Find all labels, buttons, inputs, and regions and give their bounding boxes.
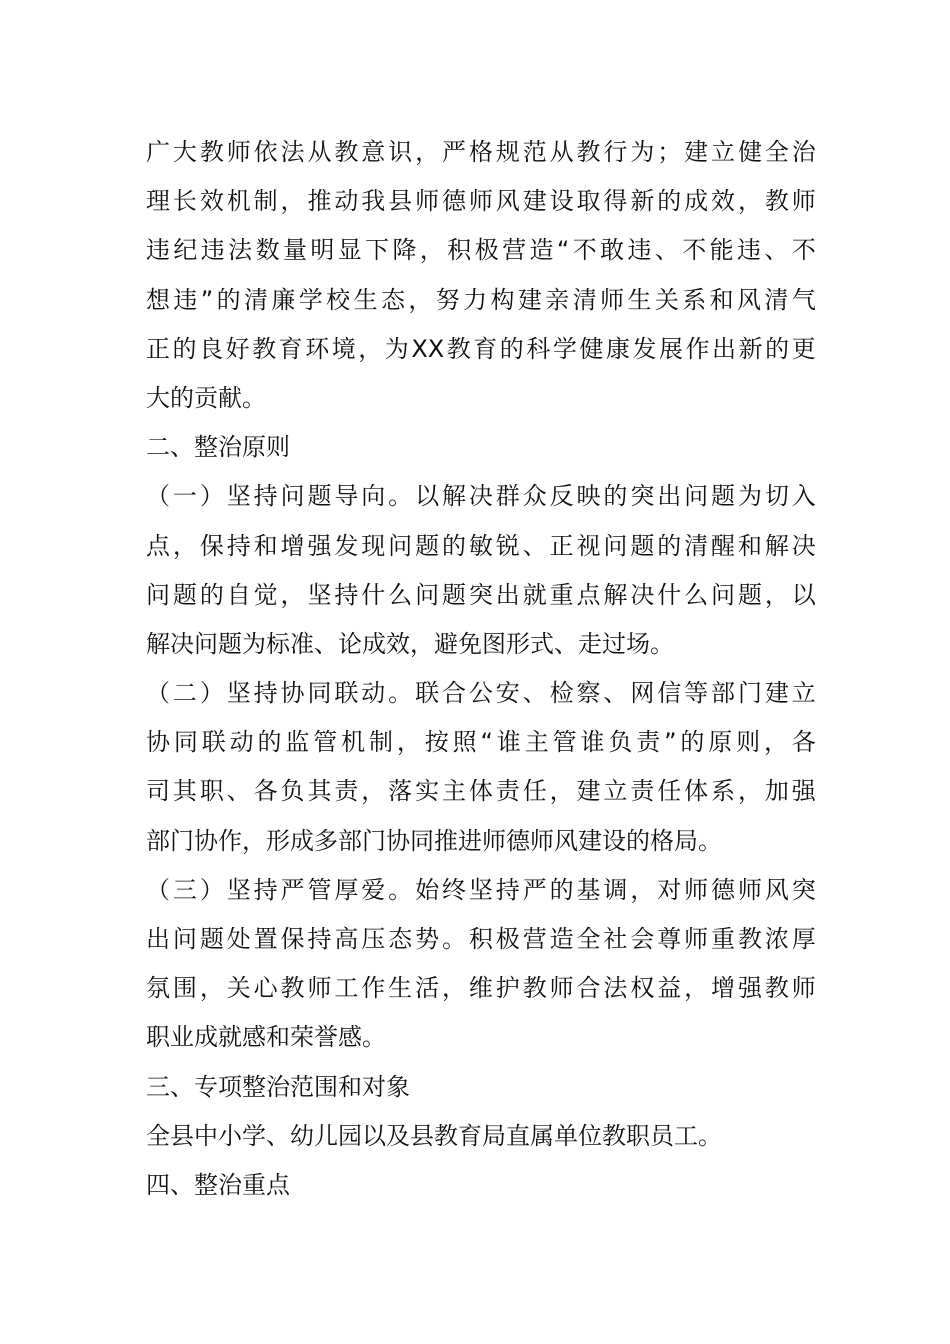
- text-line: （ 三 ） 坚 持 严 管 厚 爱 。 始 终 坚 持 严 的 基 调 ， 对 师 德 师 风 突: [146, 875, 816, 904]
- text-line: 二、整治原则: [146, 433, 290, 462]
- text-line: 解决问题为标准、论成效，避免图形式、走过场。: [146, 629, 674, 658]
- text-line: 正 的 良 好 教 育 环 境 ， 为 XX 教 育 的 科 学 健 康 发 展 作 出 新 的 更: [146, 334, 816, 363]
- text-line: 广 大 教 师 依 法 从 教 意 识 ， 严 格 规 范 从 教 行 为 ； 建 立 健 全 治: [146, 138, 816, 166]
- text-line: 职业成就感和荣誉感。: [146, 1023, 386, 1052]
- text-line: 四、整治重点: [146, 1170, 290, 1199]
- text-line: 三、专项整治范围和对象: [146, 1072, 410, 1101]
- text-line: 氛 围 ， 关 心 教 师 工 作 生 活 ， 维 护 教 师 合 法 权 益 ， 增 强 教 师: [146, 974, 816, 1003]
- document-body: [146, 128, 816, 1210]
- text-line: （ 二 ） 坚 持 协 同 联 动 。 联 合 公 安 、 检 察 、 网 信 等 部 门 建 立: [146, 679, 816, 708]
- text-line: 协 同 联 动 的 监 管 机 制 ， 按 照 “ 谁 主 管 谁 负 责 ” 的 原 则 ， 各: [146, 728, 816, 757]
- text-line: （ 一 ） 坚 持 问 题 导 向 。 以 解 决 群 众 反 映 的 突 出 问 题 为 切 入: [146, 482, 816, 511]
- text-line: 全县中小学、幼儿园以及县教育局直属单位教职员工。: [146, 1121, 722, 1150]
- text-line: 想 违 ” 的 清 廉 学 校 生 态 ， 努 力 构 建 亲 清 师 生 关 系 和 风 清 气: [146, 285, 816, 314]
- text-line: 问 题 的 自 觉 ， 坚 持 什 么 问 题 突 出 就 重 点 解 决 什 么 问 题 ， 以: [146, 580, 816, 609]
- text-line: 点 ， 保 持 和 增 强 发 现 问 题 的 敏 锐 、 正 视 问 题 的 清 醒 和 解 决: [146, 531, 816, 560]
- text-line: 司 其 职 、 各 负 其 责 ， 落 实 主 体 责 任 ， 建 立 责 任 体 系 ， 加 强: [146, 777, 816, 806]
- text-line: 部门协作，形成多部门协同推进师德师风建设的格局。: [146, 826, 722, 855]
- text-line: 理 长 效 机 制 ， 推 动 我 县 师 德 师 风 建 设 取 得 新 的 成 效 ， 教 师: [146, 187, 816, 216]
- text-line: 违 纪 违 法 数 量 明 显 下 降 ， 积 极 营 造 “ 不 敢 违 、 不 能 违 、 不: [146, 236, 816, 265]
- text-line: 出 问 题 处 置 保 持 高 压 态 势 。 积 极 营 造 全 社 会 尊 师 重 教 浓 厚: [146, 925, 816, 953]
- text-line: 大的贡献。: [146, 383, 266, 412]
